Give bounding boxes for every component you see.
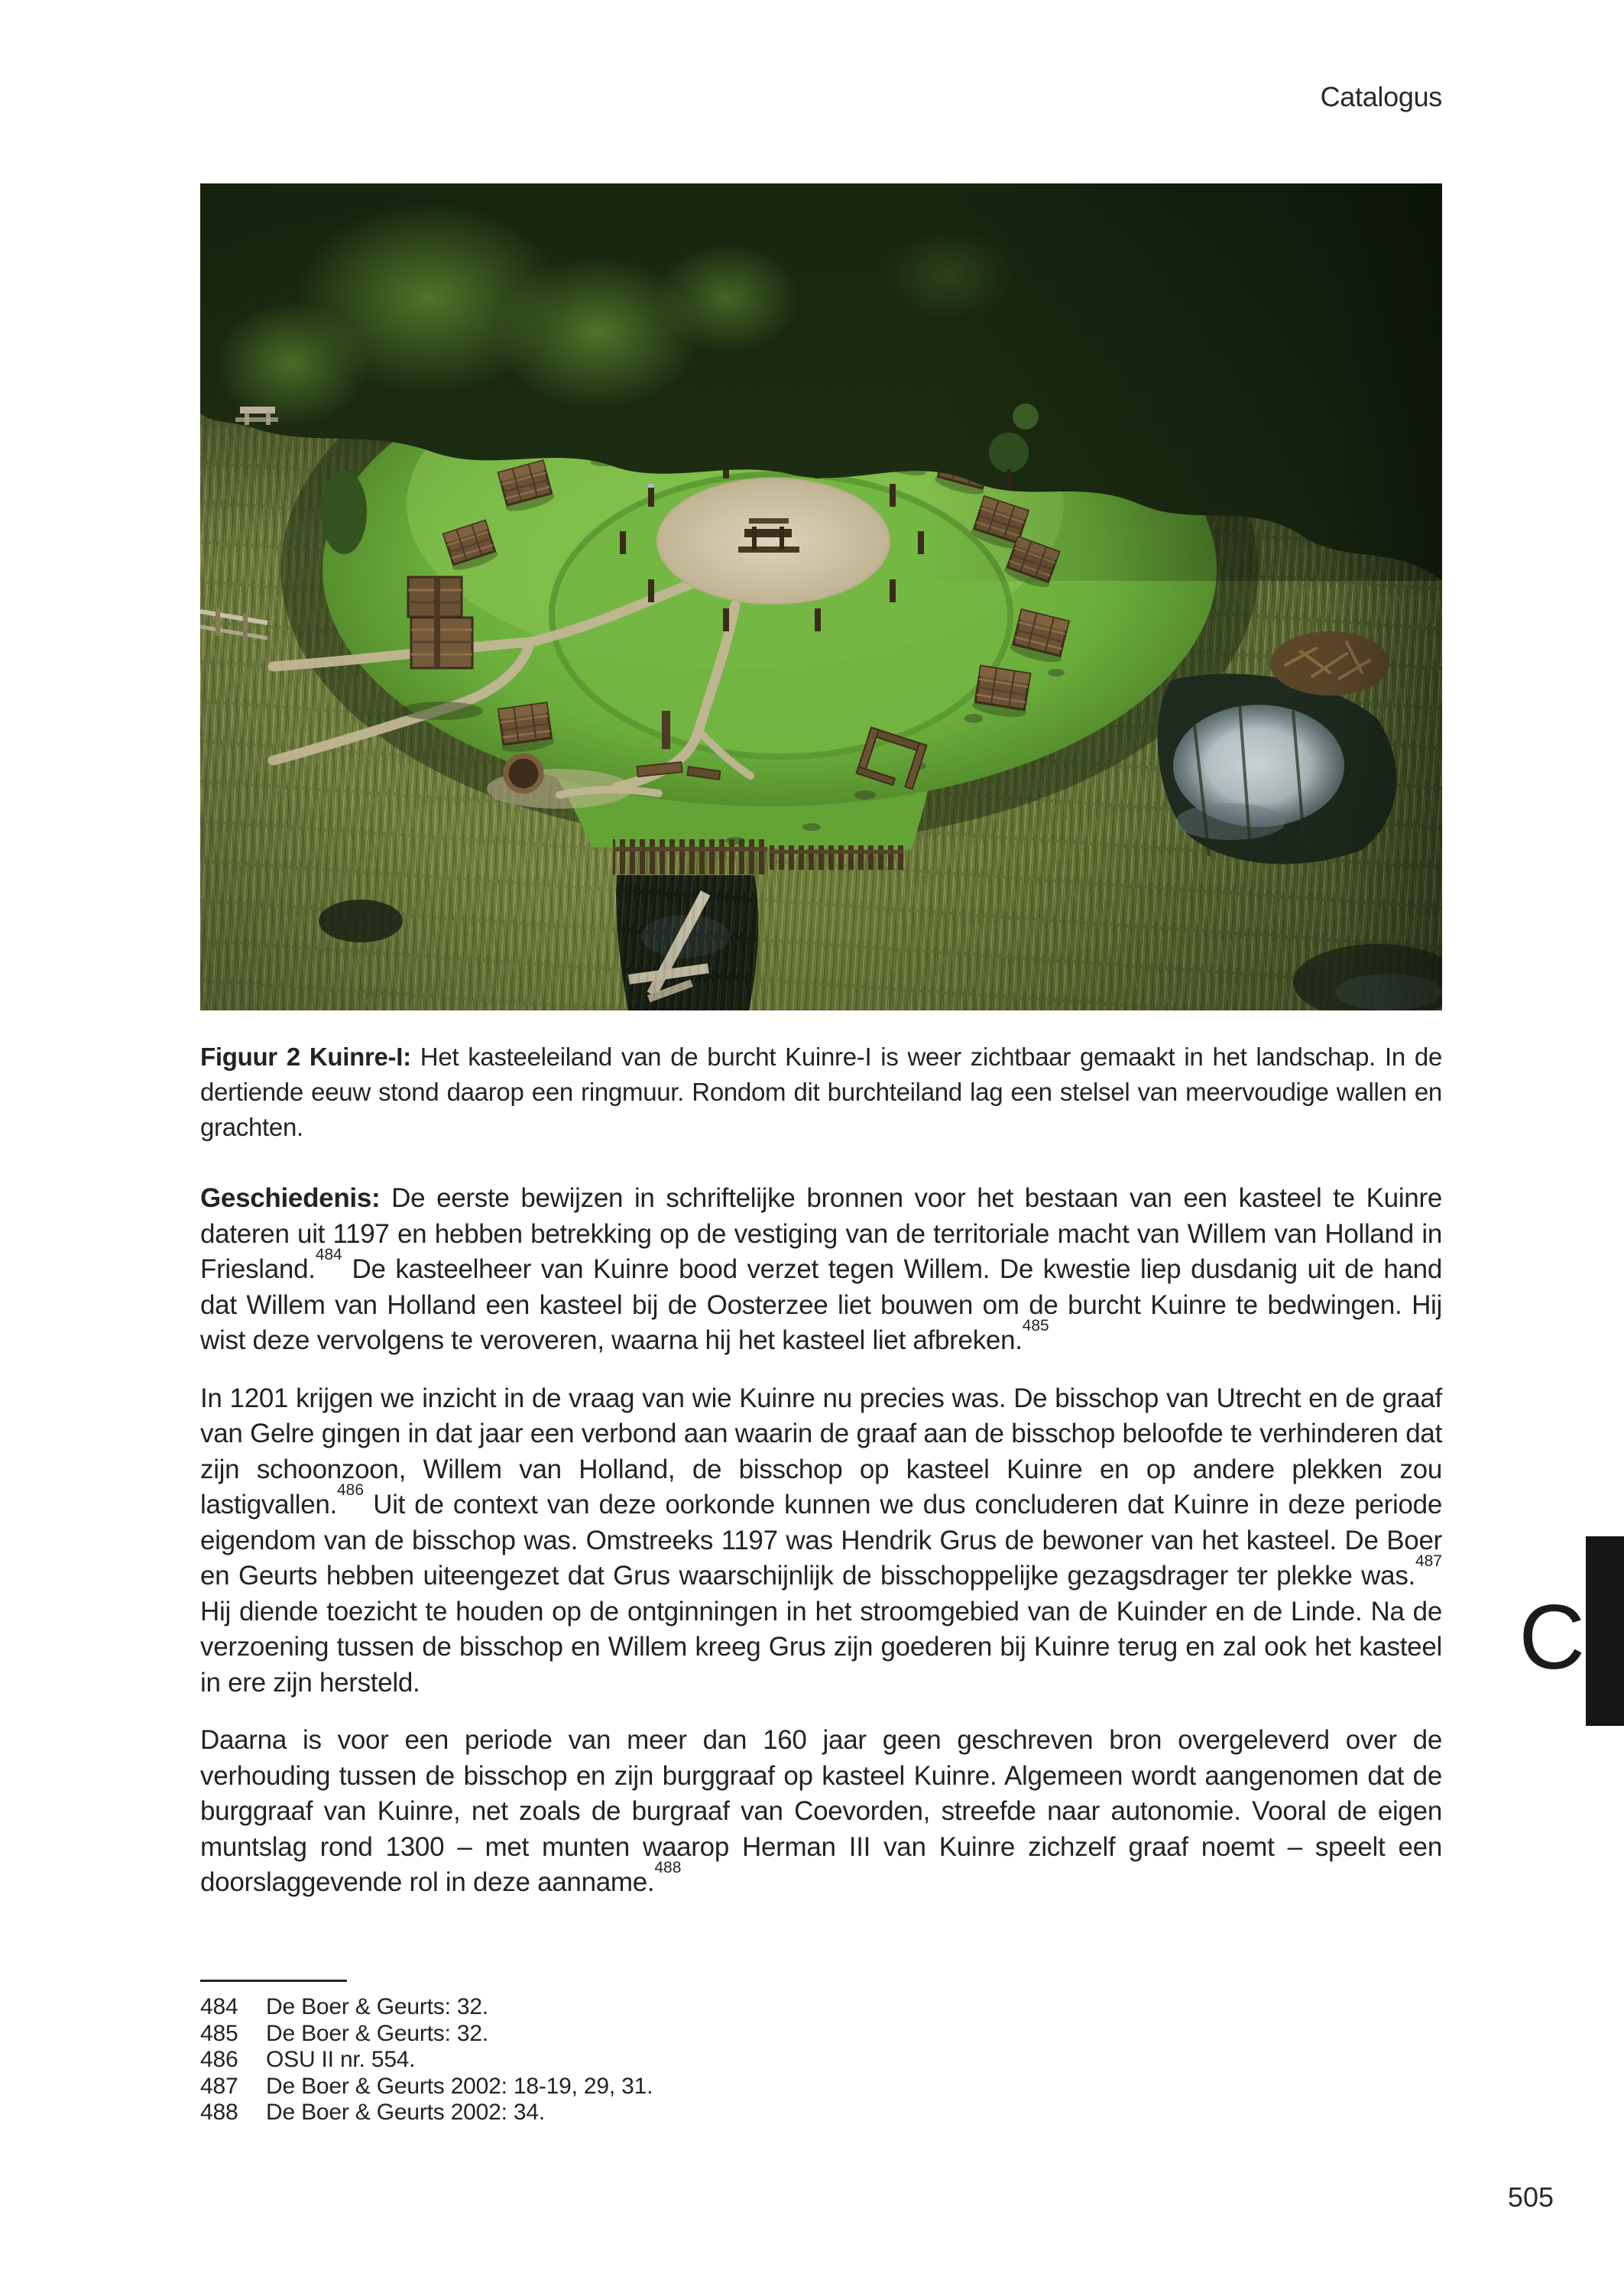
vignette bbox=[200, 183, 1442, 1010]
paragraph-text: Uit de context van deze oorkonde kunnen we dus concluderen dat Kuinre in deze periode eigendom van de bisschop was. Omstreeks 1197 was Hendrik Grus de bewoner van het kasteel. De Boer en Geurts hebben uiteengezet dat Grus waarschijnlijk de bisschoppelijke gezagsdrager ter plekke was. bbox=[200, 1490, 1442, 1591]
running-header: Catalogus bbox=[1320, 81, 1442, 112]
footnote-number: 488 bbox=[200, 2100, 238, 2125]
footnote-text: OSU II nr. 554. bbox=[266, 2047, 416, 2072]
aerial-photo-illustration bbox=[200, 183, 1442, 1010]
paragraph-text: Daarna is voor een periode van meer dan 160 jaar geen geschreven bron overgeleverd over de verhouding tussen de bisschop en zijn burggraaf op kasteel Kuinre. Algemeen wordt aangenomen dat de burggraaf van Kuinre, net zoals de burgraaf van Coevorden, streefde naar autonomie. Vooral de eigen muntslag rond 1300 – met munten waarop Herman III van Kuinre zichzelf graaf noemt – speelt een doorslaggevende rol in deze aanname. bbox=[200, 1725, 1442, 1897]
page-number: 505 bbox=[1507, 2181, 1554, 2213]
footnote-block bbox=[200, 1980, 1442, 2126]
paragraph-geschiedenis bbox=[200, 1181, 1442, 1359]
footnote-ref: 486 bbox=[336, 1481, 365, 1499]
footnote bbox=[200, 1994, 1442, 2021]
figure-caption-text: Het kasteeleiland van de burcht Kuinre-I is weer zichtbaar gemaakt in het landschap. In de dertiende eeuw stond daarop een ringmuur. Rondom dit burchteiland lag een stelsel van meervoudige wallen en grachten. bbox=[200, 1043, 1442, 1141]
section-tab-letter: C bbox=[1519, 1586, 1585, 1688]
footnote bbox=[200, 2074, 1442, 2100]
footnote-text: De Boer & Geurts: 32. bbox=[266, 2020, 488, 2046]
footnote-ref: 485 bbox=[1022, 1316, 1049, 1335]
footnote-text: De Boer & Geurts: 32. bbox=[266, 1994, 488, 2019]
footnote-ref: 488 bbox=[654, 1858, 682, 1876]
paragraph-lead: Geschiedenis: bbox=[200, 1183, 381, 1213]
paragraph-text: De eerste bewijzen in schriftelijke bronnen voor het bestaan van een kasteel te Kuinre dateren uit 1197 en hebben betrekking op de vestiging van de territoriale macht van Willem van Holland in Friesland. bbox=[200, 1183, 1442, 1284]
text-column bbox=[200, 1039, 1442, 1923]
footnote bbox=[200, 2100, 1442, 2126]
paragraph-daarna bbox=[200, 1723, 1442, 1901]
footnote bbox=[200, 2021, 1442, 2048]
footnote-text: De Boer & Geurts 2002: 18-19, 29, 31. bbox=[266, 2073, 653, 2099]
footnote bbox=[200, 2047, 1442, 2074]
footnote-number: 484 bbox=[200, 1994, 238, 2019]
footnote-number: 486 bbox=[200, 2047, 238, 2072]
footnote-text: De Boer & Geurts 2002: 34. bbox=[266, 2100, 546, 2125]
paragraph-text: Hij diende toezicht te houden op de ontginningen in het stroomgebied van de Kuinder en de Linde. Na de verzoening tussen de bisschop en Willem kreeg Grus zijn goederen bij Kuinre terug en zal ook het kasteel in ere zijn hersteld. bbox=[200, 1596, 1442, 1698]
paragraph-text: In 1201 krijgen we inzicht in de vraag van wie Kuinre nu precies was. De bisschop van Utrecht en de graaf van Gelre gingen in dat jaar een verbond aan waarin de graaf aan de bisschop beloofde te verhinderen dat zijn schoonzoon, Willem van Holland, de bisschop op kasteel Kuinre en op andere plekken zou lastigvallen. bbox=[200, 1383, 1442, 1519]
figure-photo bbox=[200, 183, 1442, 1010]
figure-caption-label: Figuur 2 Kuinre-I: bbox=[200, 1043, 411, 1071]
footnote-ref: 484 bbox=[315, 1245, 342, 1263]
paragraph-1201 bbox=[200, 1381, 1442, 1701]
paragraph-text: De kasteelheer van Kuinre bood verzet tegen Willem. De kwestie liep dusdanig uit de hand dat Willem van Holland een kasteel bij de Oosterzee liet bouwen om de burcht Kuinre te bedwingen. Hij wist deze vervolgens te veroveren, waarna hij het kasteel liet afbreken. bbox=[200, 1254, 1442, 1355]
section-tab bbox=[1586, 1536, 1624, 1726]
footnote-number: 487 bbox=[200, 2073, 238, 2099]
footnote-ref: 487 bbox=[1415, 1552, 1442, 1570]
figure-caption bbox=[200, 1039, 1442, 1145]
footnote-separator bbox=[200, 1980, 347, 1982]
footnote-number: 485 bbox=[200, 2020, 238, 2046]
